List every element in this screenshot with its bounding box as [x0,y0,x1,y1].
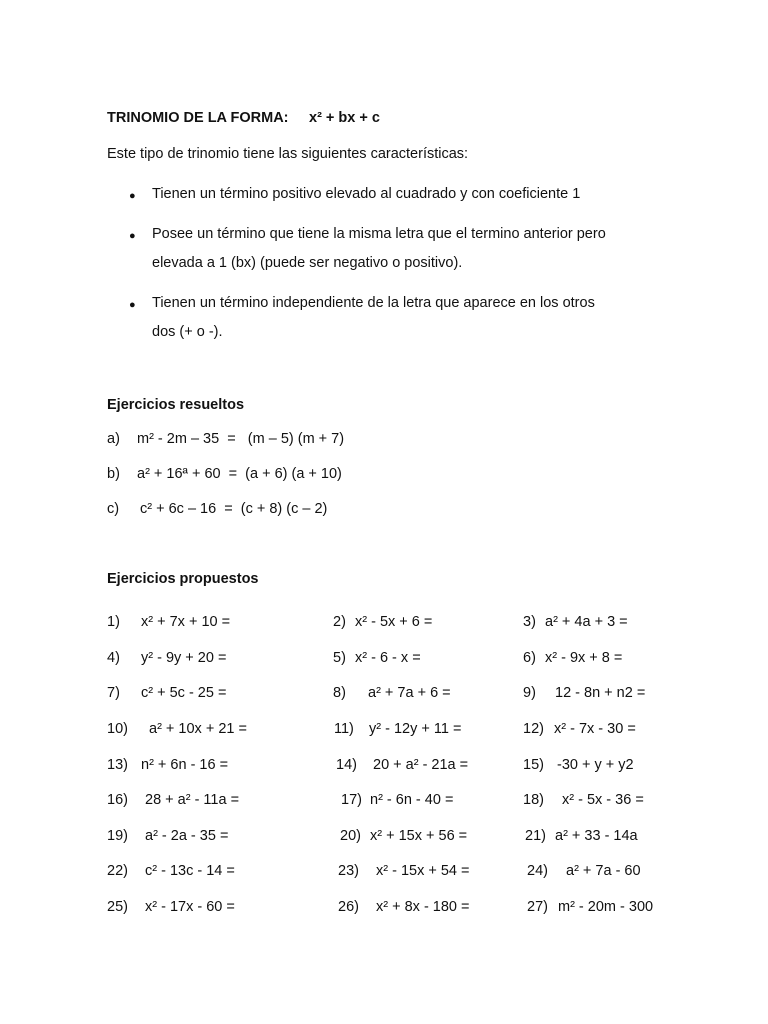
solved-label-a: a) [107,431,120,447]
exercise-10-expression: a² + 10x + 21 = [149,721,247,737]
exercise-17-expression: n² - 6n - 40 = [370,792,454,808]
exercise-6-number: 6) [523,650,536,666]
solved-label-b: b) [107,466,120,482]
exercise-19-expression: a² - 2a - 35 = [145,828,229,844]
solved-item-a: m² - 2m – 35 = (m – 5) (m + 7) [137,431,345,447]
bullet-3-line-1: Tienen un término independiente de la letra que aparece en los otros [152,295,595,311]
solved-item-c: c² + 6c – 16 = (c + 8) (c – 2) [140,501,328,517]
exercise-1-number: 1) [107,614,120,630]
exercise-26-expression: x² + 8x - 180 = [376,899,470,915]
exercise-13-expression: n² + 6n - 16 = [141,757,229,773]
title-formula: x² + bx + c [309,110,380,126]
exercise-8-number: 8) [333,685,346,701]
exercise-27-expression: m² - 20m - 300 [558,899,654,915]
exercise-5-number: 5) [333,650,346,666]
exercise-17-number: 17) [341,792,362,808]
exercise-9-expression: 12 - 8n + n2 = [555,685,646,701]
intro-text: Este tipo de trinomio tiene las siguientes características: [107,146,469,162]
exercise-4-number: 4) [107,650,120,666]
exercise-16-expression: 28 + a² - 11a = [145,792,240,808]
exercise-24-number: 24) [527,863,548,879]
exercise-20-number: 20) [340,828,361,844]
bullet-marker: ● [129,190,136,202]
exercise-11-expression: y² - 12y + 11 = [369,721,462,737]
exercise-2-expression: x² - 5x + 6 = [355,614,433,630]
proposed-heading: Ejercicios propuestos [107,571,259,587]
solved-item-b: a² + 16ª + 60 = (a + 6) (a + 10) [137,466,342,482]
exercise-2-number: 2) [333,614,346,630]
exercise-6-expression: x² - 9x + 8 = [545,650,623,666]
exercise-7-number: 7) [107,685,120,701]
bullet-1-line-1: Tienen un término positivo elevado al cuadrado y con coeficiente 1 [152,186,581,202]
solved-heading: Ejercicios resueltos [107,397,245,413]
exercise-25-number: 25) [107,899,128,915]
solved-label-c: c) [107,501,120,517]
bullet-marker: ● [129,230,136,242]
exercise-3-number: 3) [523,614,536,630]
exercise-22-number: 22) [107,863,128,879]
exercise-9-number: 9) [523,685,536,701]
exercise-13-number: 13) [107,757,128,773]
exercise-21-expression: a² + 33 - 14a [555,828,638,844]
exercise-12-expression: x² - 7x - 30 = [554,721,636,737]
exercise-23-number: 23) [338,863,359,879]
exercise-26-number: 26) [338,899,359,915]
exercise-10-number: 10) [107,721,128,737]
exercise-25-expression: x² - 17x - 60 = [145,899,235,915]
exercise-11-number: 11) [334,721,354,737]
bullet-2-line-1: Posee un término que tiene la misma letra que el termino anterior pero [152,226,606,242]
exercise-15-number: 15) [523,757,544,773]
exercise-22-expression: c² - 13c - 14 = [145,863,235,879]
exercise-14-number: 14) [336,757,357,773]
bullet-2-line-2: elevada a 1 (bx) (puede ser negativo o positivo). [152,255,463,271]
exercise-18-expression: x² - 5x - 36 = [562,792,644,808]
exercise-27-number: 27) [527,899,548,915]
bullet-3-line-2: dos (+ o -). [152,324,223,340]
exercise-24-expression: a² + 7a - 60 [566,863,641,879]
exercise-8-expression: a² + 7a + 6 = [368,685,451,701]
bullet-marker: ● [129,299,136,311]
exercise-19-number: 19) [107,828,128,844]
exercise-4-expression: y² - 9y + 20 = [141,650,227,666]
title-label: TRINOMIO DE LA FORMA: [107,110,289,126]
exercise-21-number: 21) [525,828,546,844]
exercise-1-expression: x² + 7x + 10 = [141,614,231,630]
exercise-5-expression: x² - 6 - x = [355,650,421,666]
exercise-16-number: 16) [107,792,128,808]
exercise-20-expression: x² + 15x + 56 = [370,828,468,844]
exercise-12-number: 12) [523,721,544,737]
exercise-7-expression: c² + 5c - 25 = [141,685,227,701]
exercise-14-expression: 20 + a² - 21a = [373,757,469,773]
exercise-18-number: 18) [523,792,544,808]
exercise-23-expression: x² - 15x + 54 = [376,863,470,879]
exercise-3-expression: a² + 4a + 3 = [545,614,628,630]
exercise-15-expression: -30 + y + y2 [557,757,634,773]
